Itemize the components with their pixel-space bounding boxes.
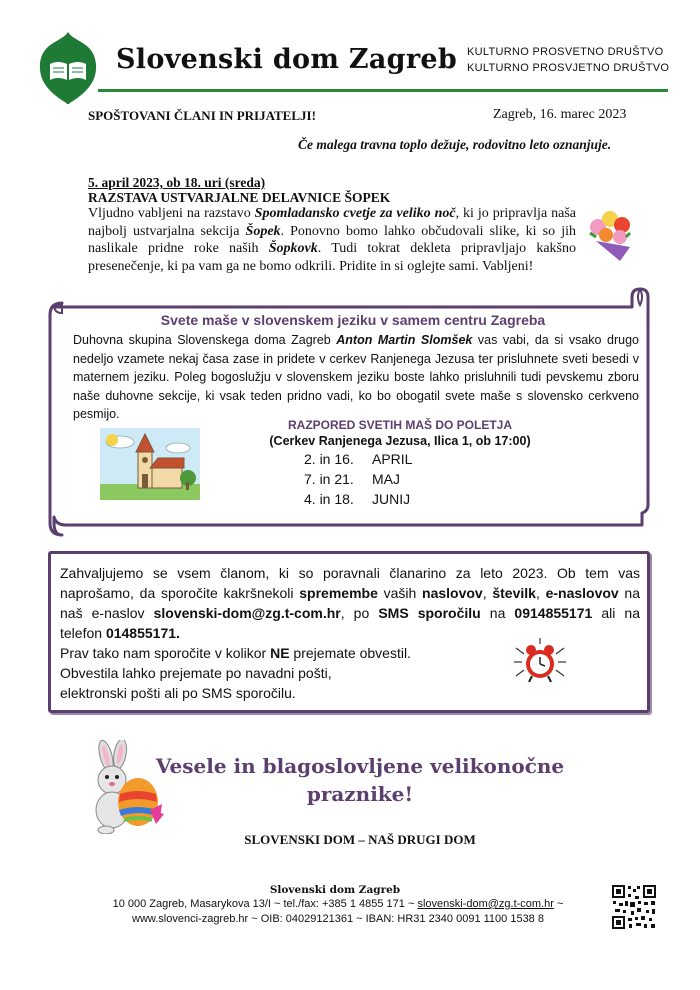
- schedule-row: 2. in 16. APRIL: [304, 451, 413, 467]
- motto: SLOVENSKI DOM – NAŠ DRUGI DOM: [244, 832, 476, 847]
- footer-address: 10 000 Zagreb, Masarykova 13/I ~ tel./fax: +385 1 4855 171 ~ slovenski-dom@zg.t-com.hr ~: [112, 898, 564, 910]
- easter-greeting-line-1: Vesele in blagoslovljene velikonočne: [155, 754, 565, 778]
- schedule-row: 4. in 18. JUNIJ: [304, 491, 411, 507]
- event-date: 5. april 2023, ob 18. uri (sreda): [88, 175, 266, 190]
- schedule-subtitle: (Cerkev Ranjenega Jezusa, Ilica 1, ob 17:00): [269, 434, 531, 448]
- book-leaf-logo: [36, 28, 100, 106]
- flower-bouquet-icon: [584, 207, 640, 265]
- membership-notice-text: Zahvaljujemo se vsem članom, ki so poravnali članarino za leto 2023. Ob tem vas naprošamo, da sporočite kakršnekoli spremembe vaših naslovov, številk, e-naslovov na naš e-naslov slovenski-dom@zg.t-com.hr, po SMS sporočilu na 0914855171 ali na telefon 014855171. Prav tako nam sporočite v kolikor NE prejemate obvestil. Obvestila lahko prejemate po navadni pošti, elektronski pošti ali po SMS sporočilu.: [60, 565, 641, 701]
- event-title: RAZSTAVA USTVARJALNE DELAVNICE ŠOPEK: [88, 190, 391, 205]
- org-title: Slovenski dom Zagreb: [116, 44, 458, 75]
- easter-greeting-line-2: praznike!: [306, 782, 414, 806]
- footer-email-link[interactable]: slovenski-dom@zg.t-com.hr: [417, 898, 554, 910]
- footer-details: www.slovenci-zagreb.hr ~ OIB: 04029121361 ~ IBAN: HR31 2340 0091 1100 1538 8: [132, 913, 544, 925]
- org-subtitle-1: KULTURNO PROSVETNO DRUŠTVO: [467, 46, 664, 58]
- masses-description: Duhovna skupina Slovenskega doma Zagreb Anton Martin Slomšek vas vabi, da si vsako drugo nedeljo vzamete nekaj časa zase in pridete v cerkev Ranjenega Jezusa ter prisluhnete sveti besedi v maternem jeziku. Poleg bogoslužju v slovenskem jeziku boste lahko prisluhnili tudi pevskemu zboru naše duhovne sekcije, ki vsak teden pridno vadi, ko bo obogatil svete maše s slovensko cerkveno pesmijo.: [73, 333, 639, 421]
- alarm-clock-icon: [512, 638, 568, 688]
- masses-title: Svete maše v slovenskem jeziku v samem centru Zagreba: [160, 312, 546, 328]
- qr-code-icon[interactable]: [611, 884, 657, 930]
- schedule-title: RAZPORED SVETIH MAŠ DO POLETJA: [287, 418, 513, 432]
- schedule-row: 7. in 21. MAJ: [304, 471, 400, 487]
- proverb: Če malega travna toplo dežuje, rodovitno leto oznanjuje.: [298, 137, 612, 152]
- org-subtitle-2: KULTURNO PROSVJETNO DRUŠTVO: [467, 62, 670, 74]
- event-description: Vljudno vabljeni na razstavo Spomladansko cvetje za veliko noč, ki jo pripravlja naša najbolj ustvarjalna sekcija Šopek. Ponovno bomo lahko občudovali slike, ki so jih naslikale pridne roke naših Šopkovk. Tudi tokrat dekleta pripravljajo kakšno presenečenje, ki pa vam ga ne bomo odkrili. Pridite in si oglejte sami. Vabljeni!: [88, 206, 577, 274]
- header-divider: [98, 89, 668, 92]
- greeting: SPOŠTOVANI ČLANI IN PRIJATELJI!: [88, 108, 316, 123]
- footer-org-name: Slovenski dom Zagreb: [269, 884, 401, 896]
- letter-date: Zagreb, 16. marec 2023: [493, 107, 627, 122]
- church-illustration: [100, 428, 200, 500]
- email-link[interactable]: slovenski-dom@zg.t-com.hr: [153, 605, 341, 621]
